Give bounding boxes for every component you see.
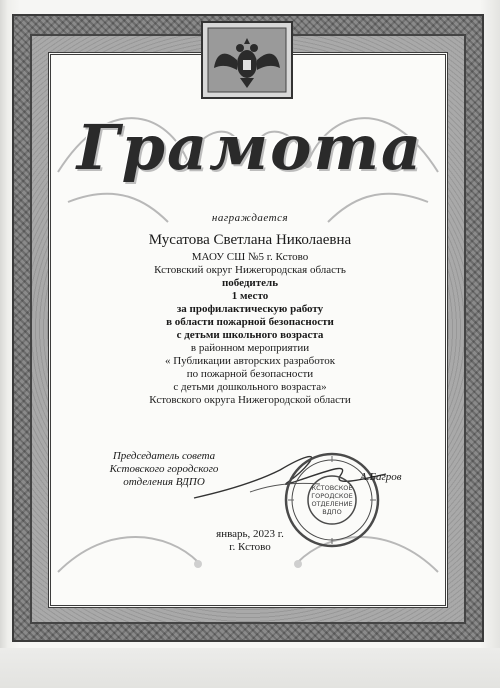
event-intro: в районном мероприятии: [190, 342, 310, 354]
school-name: МАОУ СШ №5 г. Кстово: [191, 251, 309, 263]
footer-date-place: [150, 528, 350, 554]
recipient-name: Мусатова Светлана Николаевна: [148, 232, 352, 248]
place-text: 1 место: [231, 290, 269, 302]
event-name-line: « Публикации авторских разработок: [164, 355, 336, 367]
scan-bottom-margin: [0, 648, 500, 688]
event-name-line: с детьми дошкольного возраста»: [173, 381, 327, 393]
stamp-line: ВДПО: [322, 508, 342, 516]
russian-coat-of-arms-icon: [200, 20, 294, 100]
event-name-line: по пожарной безопасности: [186, 368, 314, 380]
position-line: Председатель совета: [112, 450, 216, 462]
stamp-line: КСТОВСКОЕ: [311, 484, 353, 492]
certificate-title: Грамота: [76, 111, 424, 184]
event-region: Кстовского округа Нижегородской области: [149, 394, 351, 406]
nomination-line: за профилактическую работу: [176, 303, 324, 315]
position-line: Кстовского городского: [109, 463, 219, 475]
certificate-body: [100, 212, 400, 407]
nomination-line: с детьми школьного возраста: [176, 329, 324, 341]
nomination-line: в области пожарной безопасности: [166, 316, 334, 328]
awarded-label: награждается: [211, 212, 289, 224]
signer-name: А.Багров: [360, 471, 402, 483]
stamp-line: ОТДЕЛЕНИЕ: [311, 500, 353, 508]
district-name: Кстовский округ Нижегородская область: [154, 264, 346, 276]
issue-date: январь, 2023 г.: [216, 528, 284, 540]
status-text: победитель: [221, 277, 279, 289]
position-line: отделения ВДПО: [123, 476, 205, 488]
issue-city: г. Кстово: [229, 541, 271, 553]
stamp-line: ГОРОДСКОЕ: [311, 492, 353, 500]
